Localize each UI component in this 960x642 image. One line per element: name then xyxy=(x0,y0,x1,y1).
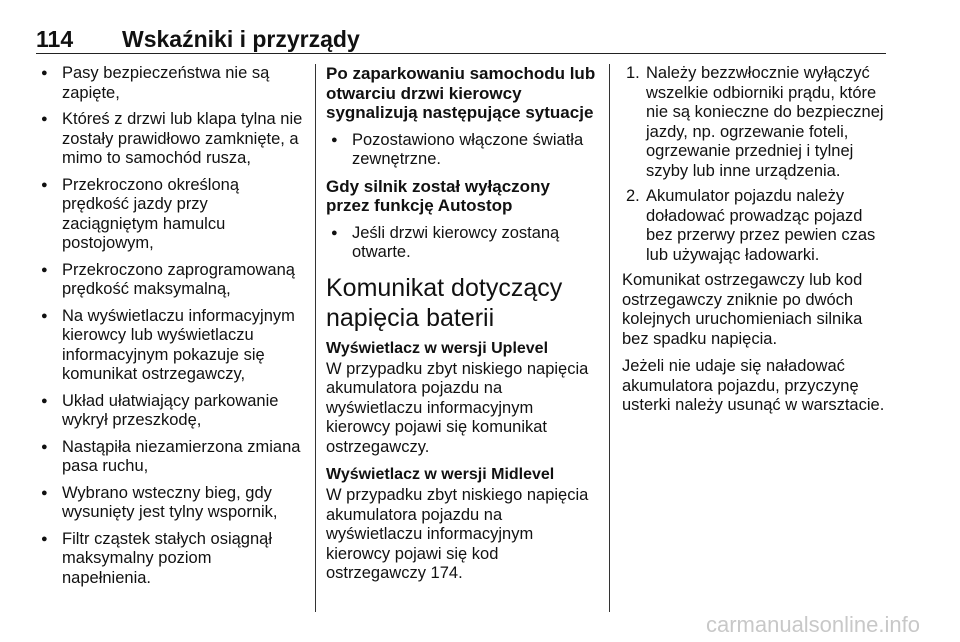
step-item xyxy=(622,64,892,181)
chapter-title: Wskaźniki i przyrządy xyxy=(122,26,360,52)
list-item: ● Wybrano wsteczny bieg, gdy wysunięty jest tylny wspornik, xyxy=(36,484,304,523)
step-number: 1. xyxy=(626,64,640,82)
step-text: Należy bezzwłocznie wyłączyć wszelkie odbiorniki prądu, które nie są konieczne do bezpiecznej jazdy, np. ogrzewanie foteli, ogrzewanie przedniej i tylnej szyby lub inne urządzenia. xyxy=(646,64,884,180)
list-item: ● Na wyświetlaczu informacyjnym kierowcy lub wyświetlaczu informacyjnym pokazuje się komunikat ostrzegawczy, xyxy=(36,307,304,385)
list-item: ● Układ ułatwiający parkowanie wykrył przeszkodę, xyxy=(36,392,304,431)
page-number: 114 xyxy=(36,26,74,52)
column-3 xyxy=(622,64,892,424)
parking-heading: Po zaparkowaniu samochodu lub otwarciu drzwi kierowcy sygnalizują następujące sytuacje xyxy=(326,64,596,122)
list-item: ● Przekroczono określoną prędkość jazdy przy zaciągniętym hamulcu postojowym, xyxy=(36,176,304,254)
uplevel-subheading: Wyświetlacz w wersji Uplevel xyxy=(326,339,549,357)
step-number: 2. xyxy=(626,187,640,205)
column-divider-2 xyxy=(609,64,610,612)
page-header xyxy=(36,26,886,54)
section-title: Komunikat dotyczący napięcia baterii xyxy=(326,273,563,332)
step-item xyxy=(622,187,892,265)
list-item: ● Nastąpiła niezamierzona zmiana pasa ruchu, xyxy=(36,438,304,477)
step-text: Akumulator pojazdu należy doładować prowadząc pojazd bez przerwy przez pewien czas lub używając ładowarki. xyxy=(646,187,876,264)
parking-list xyxy=(326,131,598,170)
column-2 xyxy=(326,64,598,592)
autostop-heading: Gdy silnik został wyłączony przez funkcję Autostop xyxy=(326,176,550,215)
list-item: ● Filtr cząstek stałych osiągnął maksymalny poziom napełnienia. xyxy=(36,530,304,589)
warning-conditions-list xyxy=(36,64,304,588)
midlevel-subheading: Wyświetlacz w wersji Midlevel xyxy=(326,466,555,483)
list-item: ● Jeśli drzwi kierowcy zostaną otwarte. xyxy=(326,224,598,263)
autostop-list xyxy=(326,224,598,263)
list-item: ● Przekroczono zaprogramowaną prędkość maksymalną, xyxy=(36,261,304,300)
list-item: ● Któreś z drzwi lub klapa tylna nie zostały prawidłowo zamknięte, a mimo to samochód rusza, xyxy=(36,110,304,169)
header-rule xyxy=(36,53,886,55)
info-paragraph: Komunikat ostrzegawczy lub kod ostrzegawczy zniknie po dwóch kolejnych uruchomieniach silnika bez spadku napięcia. xyxy=(622,271,863,348)
midlevel-paragraph: W przypadku zbyt niskiego napięcia akumulatora pojazdu na wyświetlaczu informacyjnym kierowcy pojawi się kod ostrzegawczy 174. xyxy=(326,486,589,582)
list-item: ● Pasy bezpieczeństwa nie są zapięte, xyxy=(36,64,304,103)
column-divider-1 xyxy=(315,64,316,612)
watermark: carmanualsonline.info xyxy=(705,612,920,637)
steps-list xyxy=(622,64,892,265)
column-1 xyxy=(36,64,304,595)
uplevel-paragraph: W przypadku zbyt niskiego napięcia akumulatora pojazdu na wyświetlaczu informacyjnym kierowcy pojawi się komunikat ostrzegawczy. xyxy=(326,359,589,456)
list-item: ● Pozostawiono włączone światła zewnętrzne. xyxy=(326,131,598,170)
workshop-paragraph: Jeżeli nie udaje się naładować akumulatora pojazdu, przyczynę usterki należy usunąć w warsztacie. xyxy=(622,357,885,414)
